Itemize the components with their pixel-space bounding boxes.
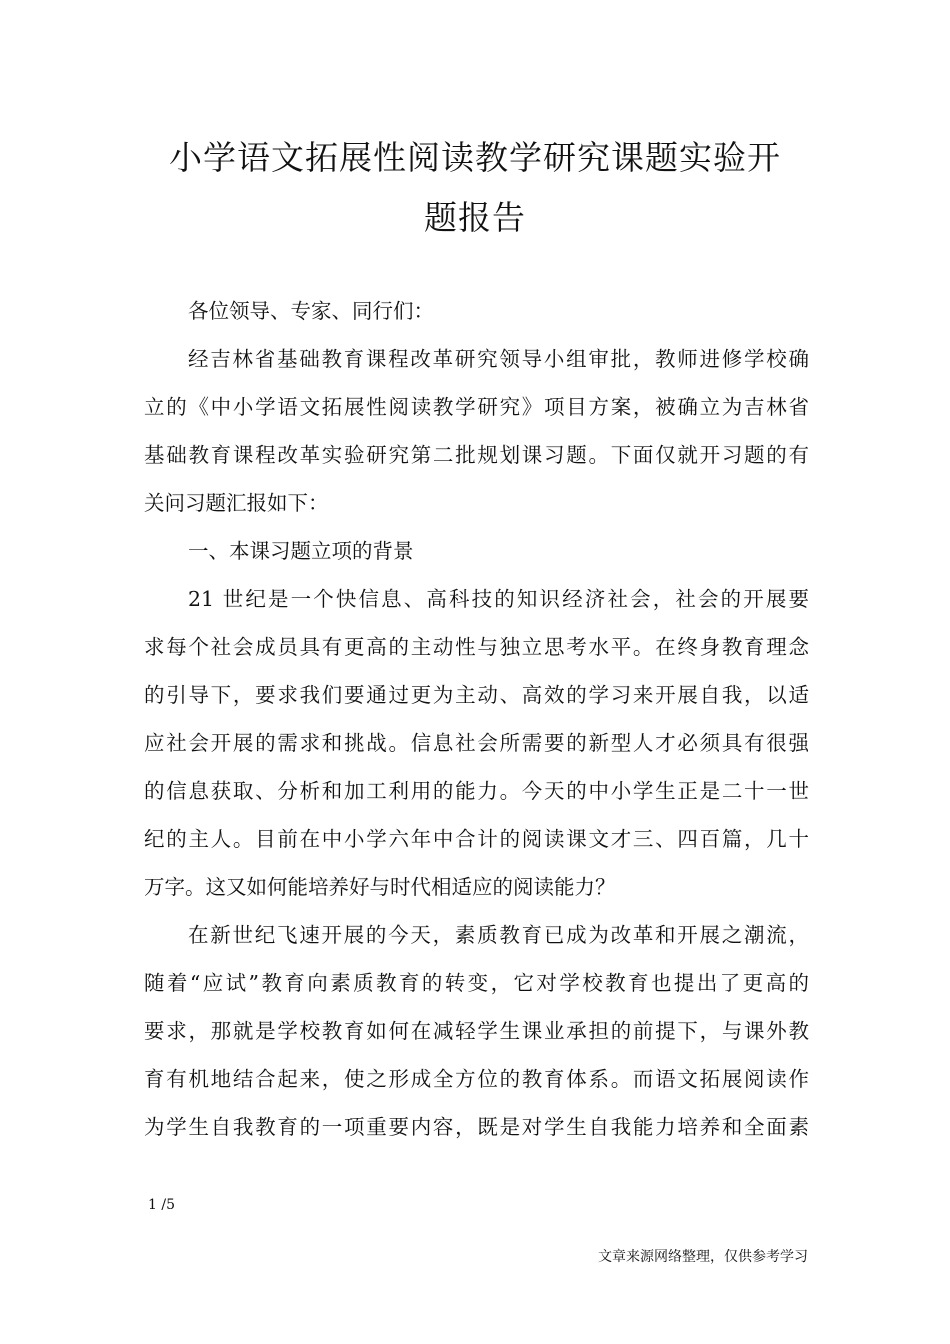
text-line: 万字。这又如何能培养好与时代相适应的阅读能力？ [144,875,616,899]
text-line: 的引导下，要求我们要通过更为主动、高效的学习来开展自我，以适 [144,683,809,707]
text-line: 立的《中小学语文拓展性阅读教学研究》项目方案，被确立为吉林省 [144,395,809,419]
document-title [140,128,810,248]
document-body [144,287,809,1151]
greeting-paragraph [144,287,809,335]
text-line: 经吉林省基础教育课程改革研究领导小组审批，教师进修学校确 [188,347,809,371]
text-line: 随着“应试”教育向素质教育的转变，它对学校教育也提出了更高的 [144,971,809,995]
text-line: 在新世纪飞速开展的今天，素质教育已成为改革和开展之潮流， [188,923,809,947]
text-line: 为学生自我教育的一项重要内容，既是对学生自我能力培养和全面素 [144,1115,809,1139]
page-number: 1 /5 [148,1197,175,1213]
footer-note: 文章来源网络整理，仅供参考学习 [598,1249,808,1265]
text-line: 基础教育课程改革实验研究第二批规划课习题。下面仅就开习题的有 [144,443,809,467]
quality-education-paragraph [144,911,809,1151]
text-line: 各位领导、专家、同行们： [188,299,434,323]
title-line-1: 小学语文拓展性阅读教学研究课题实验开 [169,138,781,177]
text-line: 要求，那就是学校教育如何在减轻学生课业承担的前提下，与课外教 [144,1019,809,1043]
text-line: 纪的主人。目前在中小学六年中合计的阅读课文才三、四百篇，几十 [144,827,809,851]
text-line: 求每个社会成员具有更高的主动性与独立思考水平。在终身教育理念 [144,635,809,659]
text-line: 的信息获取、分析和加工利用的能力。今天的中小学生正是二十一世 [144,779,809,803]
text-line: 21 世纪是一个快信息、高科技的知识经济社会，社会的开展要 [188,587,809,611]
title-line-2: 题报告 [424,198,526,237]
text-line: 育有机地结合起来，使之形成全方位的教育体系。而语文拓展阅读作 [144,1067,809,1091]
text-line: 应社会开展的需求和挑战。信息社会所需要的新型人才必须具有很强 [144,731,809,755]
background-paragraph [144,575,809,911]
intro-paragraph [144,335,809,527]
text-line: 一、本课习题立项的背景 [188,539,414,563]
section-heading [144,527,809,575]
text-line: 关问习题汇报如下： [144,491,329,515]
